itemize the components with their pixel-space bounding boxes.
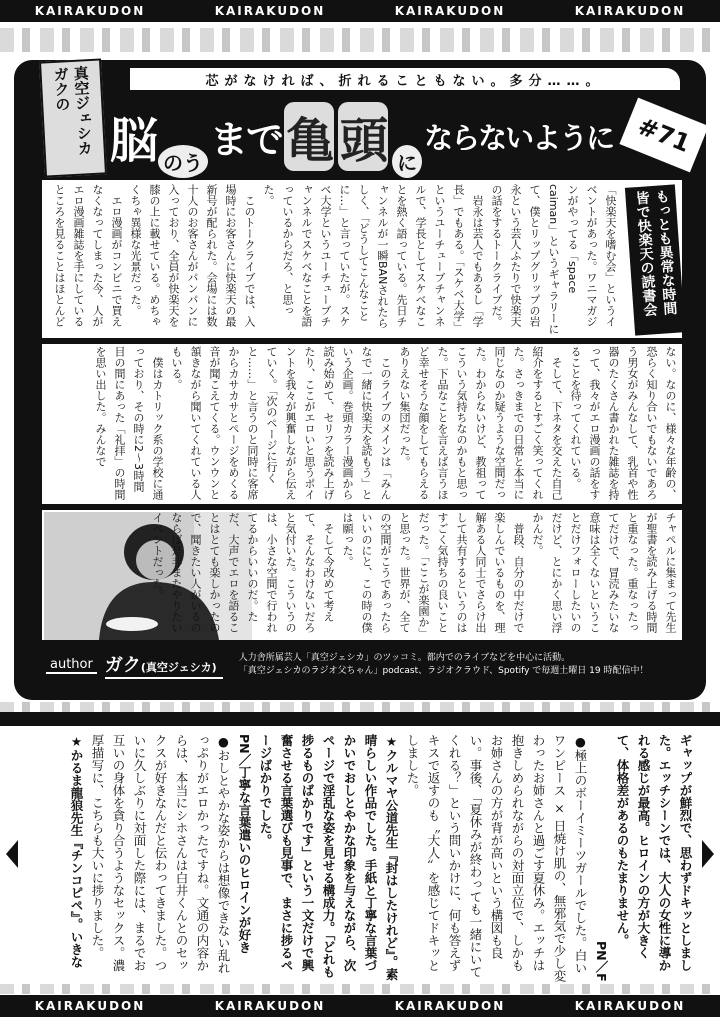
pen-name: PN／丁寧な言葉遣いのヒロインが好き <box>237 734 252 954</box>
paragraph: このトークライブでは、入場時にお客さんに快楽天の最新号が配られた。会場には数十人のお客さんがパンパンに入っており、全員が快楽天を膝の上に載せている。めちゃくちゃ異様な光景だった。 <box>129 184 256 327</box>
author-bar <box>42 640 682 690</box>
column-kicker: 真空ジェシカ ガクの <box>39 58 107 177</box>
title-ruby: のう <box>158 145 208 178</box>
brand-text: KAIRAKUDON <box>34 999 146 1013</box>
title-part: 亀 <box>284 102 334 171</box>
paragraph: 岩永は芸人でもあるし「学長」でもある。「スケベ大学」というユーチューブチャンネルで、学長としてスケベなことを熱く語っている。先日チャンネルが一瞬BANされたらしく、「どうしてこんなことに…」と言っていたが。スケベ大学というユーチューブチャンネルでスケベなことを語っているからだろ、と思った。 <box>262 184 484 333</box>
author-group: (真空ジェシカ) <box>140 661 217 674</box>
letter-paragraph: ●極上のボーイミーツガールでした。白いワンピース × 日焼け肌の、無邪気で少し変わったお姉さんと過ごす夏休み。エッチは抱きしめられながらの対面立位で、しかもお姉さんの方が背が高いという構図も良い。事後、「夏休みが終わっても一緒にいてくれる？」という問いかけに、何も答えずキスで返すのも〝大人〟を感じてドキッとしました。 <box>405 734 588 982</box>
divider <box>42 504 682 510</box>
paragraph: そして、下ネタを交えた自己紹介をするとすごく笑ってくれた。さっきまでの日常と本当に同じなのか疑うような空間だった。わからないけど、教祖ってこういう気持ちなのかもと思った。下品なことを言えば言うほど幸せそうな顔をしてもらえるありえない集団だった。 <box>398 346 563 500</box>
column-title <box>110 94 622 178</box>
author-label: author <box>46 657 97 674</box>
paragraph: そして今改めて考えて、そんなわけないだろと気付いた。こういうのは、小さな空間で行われてるからいいのだ。ただ、大声でエロを語ることはとても楽しかったので、聞きたい人がいるのならば是非またやりたいイベントだった。 <box>151 512 335 633</box>
article-heading: もっとも異常な時間 皆で快楽天の読書会 <box>625 184 685 335</box>
divider <box>42 338 682 344</box>
brand-text: KAIRAKUDON <box>214 999 326 1013</box>
brand-band-top <box>0 0 720 22</box>
letter-paragraph: ●おしとやかな姿からは想像できない乱れっぷりがエロかったですね。文通の内容からは、本当にシホさんは白井くんとのセックスが好きなんだと伝わってきました。ついに久しぶりに対面した際には、まるでお互いの身体を貪り合うようなセックス。濃厚描写に、こちらも大いに捗りました。 <box>90 734 231 974</box>
title-part: ならないように <box>424 120 614 155</box>
reader-letters <box>36 734 696 982</box>
author-info-line: 人力舎所属芸人「真空ジェシカ」のツッコミ。都内でのライブなどを中心に活動。 <box>238 653 571 663</box>
divider <box>0 712 720 726</box>
brand-band-bottom <box>0 995 720 1017</box>
title-part: に <box>392 145 422 178</box>
subtitle: 芯がなければ、折れることもない。多分……。 <box>130 68 680 90</box>
author-info-line: 「真空ジェシカのラジオ父ちゃん」podcast、ラジオクラウド、Spotify で毎週土曜日 19 時配信中！ <box>238 666 649 676</box>
brand-text: KAIRAKUDON <box>574 4 686 18</box>
paragraph: 「快楽天を嗜む会」というイベントがあった。ワニマガジンがやってる「space caiman」というギャラリーにて、僕とリップグリップの岩永という芸人ふたりで快楽天の話をするトークライブだ。 <box>490 184 617 335</box>
pictogram-strip <box>0 984 720 994</box>
pen-name: PN／F <box>594 941 609 982</box>
author-name-text: ガク <box>104 655 141 676</box>
letter-paragraph: ★かるま龍狼先生『チンコピペ』。いきな <box>69 734 84 968</box>
title-part: まで <box>210 116 283 162</box>
article-tier-1 <box>44 184 620 336</box>
paragraph: このライブのメインは「みんなで一緒に快楽天を読もう」という企画。巻頭カラー漫画から読み始めて、セリフを読み上げたり、ここがエロいと思うポイントを我々が興奮しながら伝えていく。「次のページに行くと……」と言うのと同時に客席からカサカサとページをめくる音が聞こえてくる。ウンウンと頷きながら聞いてくれている人もいる。 <box>170 346 392 500</box>
author-name <box>105 651 223 679</box>
brand-text: KAIRAKUDON <box>394 999 506 1013</box>
paragraph: 普段、自分の中だけで楽しんでいるものを、理解ある人同士でさらけ出して共有するというのはすごく気持ちの良いことだった。「ここが楽園か」と思った。世界が、全ての空間がこうであったらいいのにと、この時の僕は願った。 <box>341 512 525 633</box>
article-tier-2 <box>44 346 680 502</box>
article-tier-3 <box>151 512 680 638</box>
paragraph: チャペルに集まって先生が聖書を読み上げる時間と重なった。重なったってだけで、冒涜みたいな意味は全くないということだけフォローしたいのだけど、とにかく思い浮かんだ。 <box>531 512 677 633</box>
brand-text: KAIRAKUDON <box>214 4 326 18</box>
pictogram-strip <box>0 702 720 712</box>
brand-text: KAIRAKUDON <box>34 4 146 18</box>
letter-paragraph: ギャップが鮮烈で、思わずドキッとしました。エッチシーンでは、大人の女性に導かれる感じが最高。ヒロインの方が大きくて、体格差があるのもたまりません。 <box>615 734 693 972</box>
brand-text: KAIRAKUDON <box>574 999 686 1013</box>
letter-paragraph: ★クルマヤ公道先生『封はしたけれど』。素晴らしい作品でした。手紙と丁寧な言葉づかいでおしとやかな印象を与えながら、次ページで淫乱な姿を見せる構成力。「どれも捗るものばかりです」という一文だけで興奮させる言葉選びも見事で、まさに捗るページばかりでした。 <box>258 734 399 981</box>
paragraph: 僕はカトリック系の学校に通っており、その時に2～3時間目の間にあった「礼拝」の時間を思い出した。みんなで <box>94 346 164 500</box>
paragraph: エロ漫画がコンビニで買えなくなってしまった今、人がエロ漫画雑誌を手にしているところを見ることはほとんど <box>53 184 123 327</box>
title-part: 脳 <box>110 112 157 169</box>
brand-text: KAIRAKUDON <box>394 4 506 18</box>
title-part: 頭 <box>338 102 388 171</box>
page-arrow-left-icon <box>6 840 18 868</box>
paragraph: ない。なのに、様々な年齢の、恐らく知り合いでもないであろう男女がみんなして、乳首や性器のたくさん書かれた雑誌を持って、我々がエロ漫画の話をすることを待ってくれている。 <box>569 346 677 500</box>
pictogram-strip <box>0 28 720 52</box>
issue-number: #71 <box>619 98 708 173</box>
page-arrow-right-icon <box>702 840 714 868</box>
author-info <box>239 652 682 678</box>
